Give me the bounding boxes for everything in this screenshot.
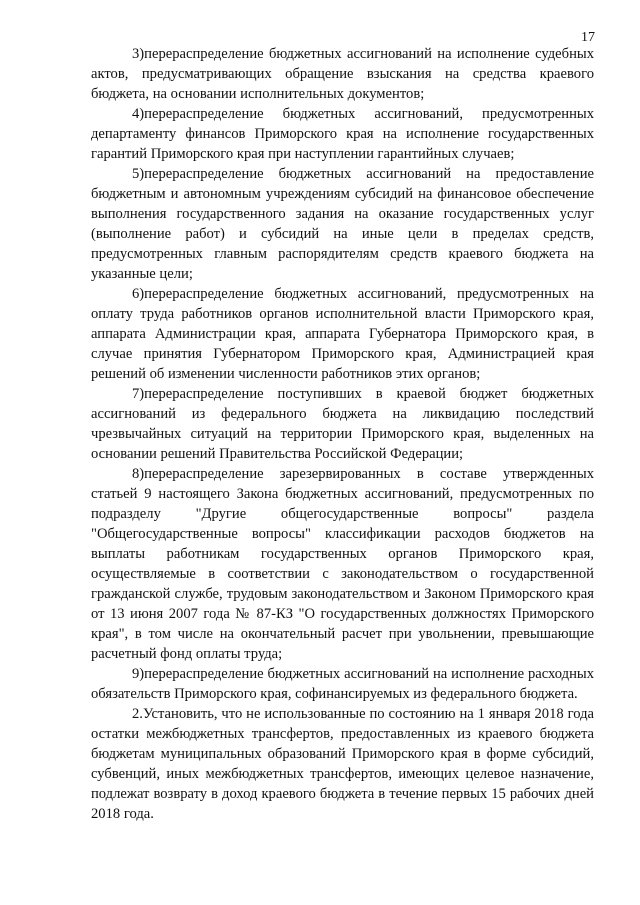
- paragraph-item-5: 5)перераспределение бюджетных ассигнований на предоставление бюджетным и автономным учреждениям субсидий на финансовое обеспечение выполнения государственного задания на оказание государственных услуг (выполнение работ) и субсидий на иные цели в пределах средств, предусмотренных главным распорядителям средств краевого бюджета на указанные цели;: [91, 166, 594, 282]
- paragraph-item-7: 7)перераспределение поступивших в краевой бюджет бюджетных ассигнований из федерального бюджета на ликвидацию последствий чрезвычайных ситуаций на территории Приморского края, выделенных на основании решений Правительства Российской Федерации;: [91, 386, 594, 462]
- paragraph-item-6: 6)перераспределение бюджетных ассигнований, предусмотренных на оплату труда работников органов исполнительной власти Приморского края, аппарата Администрации края, аппарата Губернатора Приморского края, в случае принятия Губернатором Приморского края, Администрацией края решений об изменении численности работников этих органов;: [91, 286, 594, 382]
- paragraph-item-4: 4)перераспределение бюджетных ассигнований, предусмотренных департаменту финансов Приморского края на исполнение государственных гарантий Приморского края при наступлении гарантийных случаев;: [91, 106, 594, 162]
- paragraph-item-3: 3)перераспределение бюджетных ассигнований на исполнение судебных актов, предусматривающих обращение взыскания на средства краевого бюджета, на основании исполнительных документов;: [91, 46, 594, 102]
- paragraph-item-9: 9)перераспределение бюджетных ассигнований на исполнение расходных обязательств Приморского края, софинансируемых из федерального бюджета.: [91, 666, 594, 702]
- document-body: [91, 44, 594, 824]
- page-number: 17: [581, 30, 595, 45]
- paragraph-section-2: 2.Установить, что не использованные по состоянию на 1 января 2018 года остатки межбюджетных трансфертов, предоставленных из краевого бюджета бюджетам муниципальных образований Приморского края в форме субсидий, субвенций, иных межбюджетных трансфертов, имеющих целевое назначение, подлежат возврату в доход краевого бюджета в течение первых 15 рабочих дней 2018 года.: [91, 706, 594, 822]
- paragraph-item-8: 8)перераспределение зарезервированных в составе утвержденных статьей 9 настоящего Закона бюджетных ассигнований, предусмотренных по подразделу "Другие общегосударственные вопросы" раздела "Общегосударственные вопросы" классификации расходов бюджетов на выплаты работникам государственных органов Приморского края, осуществляемые в соответствии с законодательством о государственной гражданской службе, трудовым законодательством и Законом Приморского края от 13 июня 2007 года № 87-КЗ "О государственных должностях Приморского края", в том числе на окончательный расчет при увольнении, превышающие расчетный фонд оплаты труда;: [91, 466, 594, 662]
